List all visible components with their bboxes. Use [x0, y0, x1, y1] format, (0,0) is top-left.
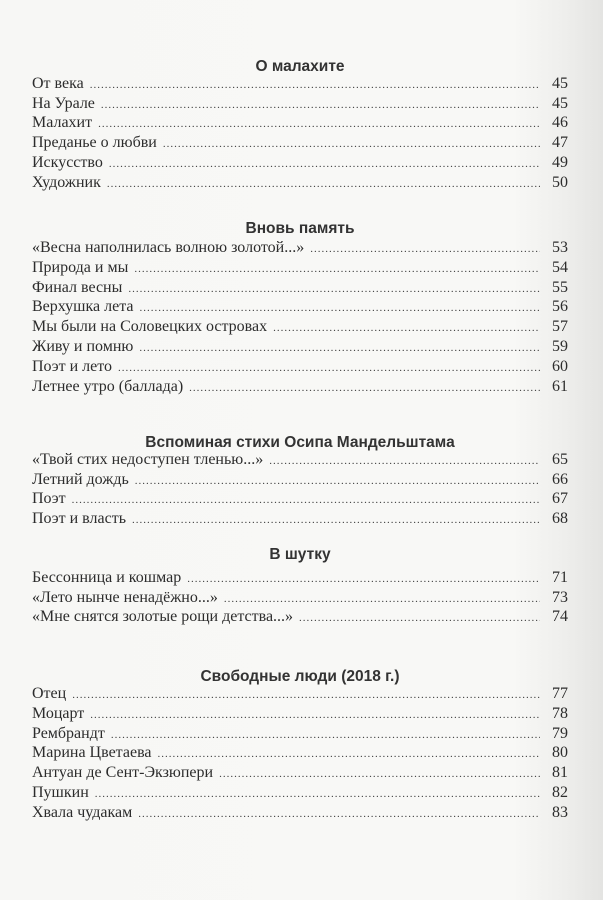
dot-leader — [72, 685, 540, 705]
toc-entry — [32, 607, 568, 627]
toc-entry — [32, 113, 568, 133]
toc-entry — [32, 489, 568, 509]
dot-leader — [273, 318, 540, 338]
dot-leader — [109, 154, 540, 174]
dot-leader — [187, 569, 540, 589]
entry-page-number: 81 — [552, 764, 568, 782]
toc-entry — [32, 337, 568, 357]
entry-page-number: 56 — [552, 298, 568, 316]
toc-entry — [32, 763, 568, 783]
entry-title: Рембрандт — [32, 724, 105, 742]
entry-page-number: 73 — [552, 588, 568, 606]
entry-page-number: 80 — [552, 744, 568, 762]
toc-entry — [32, 238, 568, 258]
toc-entry — [32, 133, 568, 153]
toc-entry — [32, 684, 568, 704]
entry-title: Поэт и власть — [32, 510, 126, 528]
section-heading: В шутку — [269, 546, 331, 563]
entry-page-number: 54 — [552, 258, 568, 276]
toc-entry — [32, 153, 568, 173]
toc-entry — [32, 704, 568, 724]
entry-title: Преданье о любви — [32, 134, 157, 152]
toc-entry — [32, 743, 568, 763]
section-heading: О малахите — [255, 58, 345, 75]
toc-entry — [32, 450, 568, 470]
entry-page-number: 45 — [552, 94, 568, 112]
entry-page-number: 71 — [552, 569, 568, 586]
dot-leader — [310, 239, 540, 259]
entry-title: Отец — [32, 685, 67, 702]
entry-page-number: 47 — [552, 134, 568, 152]
dot-leader — [111, 725, 540, 745]
entry-page-number: 53 — [552, 239, 568, 256]
entry-title: «Твой стих недоступен тленью...» — [32, 451, 264, 468]
toc-entry — [32, 588, 568, 608]
toc-entry — [32, 94, 568, 114]
toc-entry — [32, 470, 568, 490]
toc-entry — [32, 74, 568, 94]
toc-entry — [32, 278, 568, 298]
dot-leader — [118, 358, 540, 378]
dot-leader — [101, 95, 540, 115]
entry-title: Марина Цветаева — [32, 744, 152, 762]
entry-page-number: 66 — [552, 470, 568, 488]
section-heading: Вновь память — [245, 220, 355, 237]
entry-title: Искусство — [32, 153, 103, 171]
dot-leader — [134, 259, 540, 279]
entry-title: Летний дождь — [32, 470, 129, 488]
dot-leader — [219, 764, 540, 784]
entry-page-number: 59 — [552, 338, 568, 355]
entry-page-number: 61 — [552, 377, 568, 395]
entry-title: На Урале — [32, 94, 95, 112]
entry-title: Природа и мы — [32, 258, 129, 276]
entry-title: От века — [32, 75, 84, 92]
dot-leader — [139, 338, 540, 358]
entry-page-number: 68 — [552, 510, 568, 528]
dot-leader — [138, 804, 540, 824]
entry-title: Летнее утро (баллада) — [32, 377, 184, 395]
entry-title: Хвала чудакам — [32, 803, 133, 821]
dot-leader — [269, 451, 540, 471]
entry-title: Моцарт — [32, 704, 85, 722]
entry-page-number: 60 — [552, 357, 568, 375]
entry-page-number: 65 — [552, 451, 568, 468]
entry-page-number: 50 — [552, 173, 568, 191]
toc-entry — [32, 377, 568, 397]
entry-title: Бессонница и кошмар — [32, 569, 182, 586]
dot-leader — [72, 490, 540, 510]
toc-entry — [32, 357, 568, 377]
entry-page-number: 46 — [552, 114, 568, 132]
entry-title: Поэт и лето — [32, 357, 113, 375]
dot-leader — [98, 114, 540, 134]
entry-page-number: 78 — [552, 704, 568, 722]
entry-page-number: 49 — [552, 153, 568, 171]
entry-title: Верхушка лета — [32, 298, 134, 316]
entry-page-number: 83 — [552, 803, 568, 821]
dot-leader — [189, 378, 540, 398]
entry-page-number: 74 — [552, 608, 568, 626]
toc-entry — [32, 258, 568, 278]
toc-entry — [32, 803, 568, 823]
entry-title: Художник — [32, 173, 101, 191]
entry-page-number: 79 — [552, 724, 568, 742]
entry-title: «Весна наполнилась волною золотой...» — [32, 239, 305, 256]
entry-title: Пушкин — [32, 784, 89, 801]
toc-entry — [32, 509, 568, 529]
entry-title: Мы были на Соловецких островах — [32, 318, 268, 336]
dot-leader — [224, 589, 540, 609]
entry-page-number: 77 — [552, 685, 568, 702]
entry-title: Финал весны — [32, 278, 123, 296]
entry-title: Поэт — [32, 490, 66, 508]
entry-page-number: 55 — [552, 278, 568, 296]
entry-title: Антуан де Сент-Экзюпери — [32, 764, 214, 782]
entry-page-number: 67 — [552, 490, 568, 508]
toc-entry — [32, 724, 568, 744]
dot-leader — [140, 298, 541, 318]
dot-leader — [128, 279, 540, 299]
dot-leader — [90, 705, 540, 725]
dot-leader — [95, 784, 540, 804]
dot-leader — [299, 608, 540, 628]
toc-entry — [32, 297, 568, 317]
entry-page-number: 45 — [552, 75, 568, 92]
dot-leader — [163, 134, 540, 154]
toc-entry — [32, 783, 568, 803]
section-heading: Вспоминая стихи Осипа Мандельштама — [145, 434, 455, 451]
dot-leader — [107, 174, 540, 194]
section-heading: Свободные люди (2018 г.) — [200, 668, 400, 685]
entry-title: Живу и помню — [32, 338, 134, 355]
dot-leader — [158, 744, 540, 764]
toc-entry — [32, 568, 568, 588]
dot-leader — [135, 471, 540, 491]
entry-title: «Лето нынче ненадёжно...» — [32, 588, 218, 606]
toc-entry — [32, 317, 568, 337]
entry-page-number: 82 — [552, 784, 568, 801]
entry-page-number: 57 — [552, 318, 568, 336]
toc-entry — [32, 173, 568, 193]
dot-leader — [132, 510, 540, 530]
dot-leader — [90, 75, 540, 95]
entry-title: «Мне снятся золотые рощи детства...» — [32, 608, 294, 626]
entry-title: Малахит — [32, 114, 93, 132]
